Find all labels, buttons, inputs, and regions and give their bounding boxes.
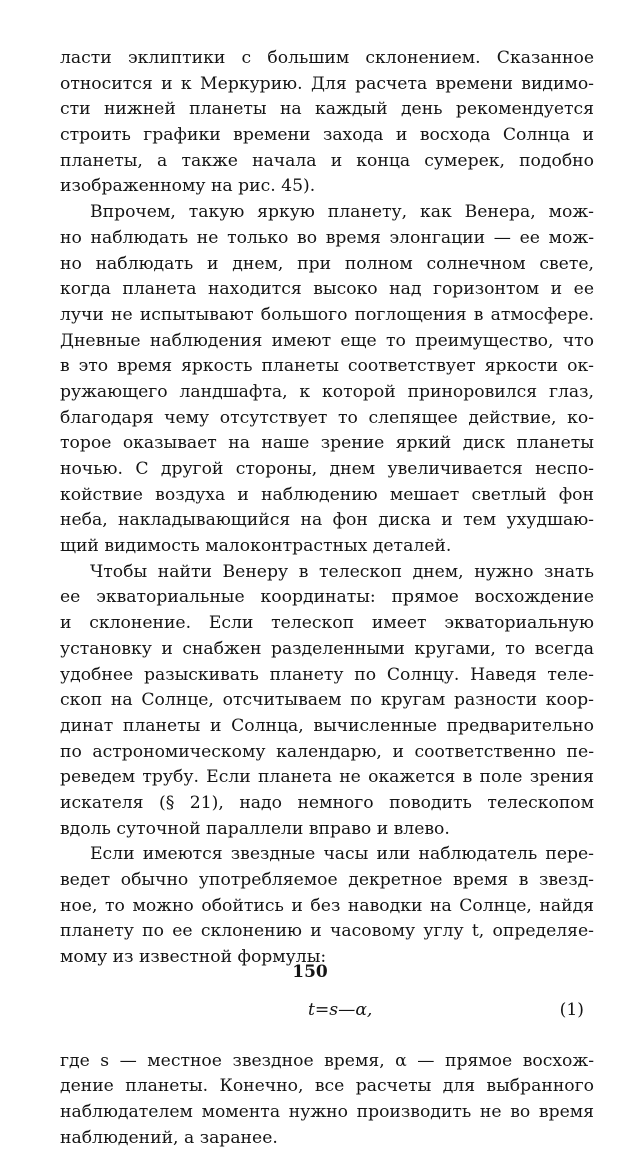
paragraph <box>60 842 594 970</box>
text-line: скоп на Солнце, отсчитываем по кругам разности коор- <box>60 690 594 711</box>
text-line: ведет обычно употребляемое декретное время в звезд- <box>60 870 594 890</box>
text-line: Чтобы найти Венеру в телескоп днем, нужно знать <box>90 561 594 582</box>
text-line: неба, накладывающийся на фон диска и тем ухудшаю- <box>60 510 594 531</box>
text-line: лучи не испытывают большого поглощения в атмосфере. <box>60 304 594 325</box>
main-text <box>60 46 594 971</box>
text-line: изображенному на рис. 45). <box>60 176 316 197</box>
paragraph <box>60 200 594 560</box>
text-line: реведем трубу. Если планета не окажется в поле зрения <box>60 767 594 788</box>
text-line: относится и к Меркурию. Для расчета времени видимо- <box>60 73 594 94</box>
text-line: койствие воздуха и наблюдению мешает светлый фон <box>60 484 594 505</box>
paragraph <box>60 46 594 200</box>
text-line: установку и снабжен разделенными кругами, то всегда <box>60 638 594 659</box>
text-line: планету по ее склонению и часовому углу t, определяе- <box>60 921 594 942</box>
text-line: удобнее разыскивать планету по Солнцу. Наведя теле- <box>60 664 594 685</box>
text-line: вдоль суточной параллели вправо и влево. <box>60 818 450 839</box>
text-line: ное, то можно обойтись и без наводки на Солнце, найдя <box>60 895 594 916</box>
text-line: Дневные наблюдения имеют еще то преимущество, что <box>60 330 594 351</box>
text-line: Если имеются звездные часы или наблюдатель пере- <box>90 844 594 865</box>
text-line: где s — местное звездное время, α — прямое восхож- <box>60 1050 594 1071</box>
text-line: по астрономическому календарю, и соответственно пе- <box>60 741 594 762</box>
text-line: дение планеты. Конечно, все расчеты для выбранного <box>60 1076 594 1097</box>
text-line: но наблюдать и днем, при полном солнечном свете, <box>60 253 594 274</box>
text-line: когда планета находится высоко над горизонтом и ее <box>60 279 594 300</box>
text-line: Впрочем, такую яркую планету, как Венера, мож- <box>90 202 594 223</box>
text-line: ружающего ландшафта, к которой приноровился глаз, <box>60 381 594 402</box>
text-line: динат планеты и Солнца, вычисленные предварительно <box>60 715 594 736</box>
text-line: планеты, а также начала и конца сумерек, подобно <box>60 150 594 171</box>
page-number: 150 <box>292 962 328 982</box>
text-line: сти нижней планеты на каждый день рекомендуется <box>60 99 594 120</box>
text-line: торое оказывает на наше зрение яркий диск планеты <box>60 433 594 454</box>
after-formula-text <box>60 1049 594 1152</box>
text-line: ее экваториальные координаты: прямое восхождение <box>60 587 594 608</box>
text-line: строить графики времени захода и восхода Солнца и <box>60 125 594 146</box>
text-line: наблюдателем момента нужно производить не во время <box>60 1102 594 1123</box>
text-line: в это время яркость планеты соответствует яркости ок- <box>60 356 594 377</box>
text-line: ласти эклиптики с большим склонением. Сказанное <box>60 48 594 68</box>
text-line: ночью. С другой стороны, днем увеличивается неспо- <box>60 459 594 479</box>
text-line: и склонение. Если телескоп имеет экваториальную <box>60 613 594 634</box>
text-line: наблюдений, а заранее. <box>60 1127 278 1148</box>
text-line: но наблюдать не только во время элонгации — ее мож- <box>60 227 594 248</box>
text-line: искателя (§ 21), надо немного поводить телескопом <box>60 792 594 813</box>
paragraph <box>60 560 594 843</box>
formula-number: (1) <box>559 999 584 1020</box>
text-line: щий видимость малоконтрастных деталей. <box>60 536 452 557</box>
formula: t=s—α, <box>308 999 373 1020</box>
formula-row <box>60 995 594 1025</box>
text-line: мому из известной формулы: <box>60 947 327 968</box>
text-line: благодаря чему отсутствует то слепящее действие, ко- <box>60 407 594 428</box>
